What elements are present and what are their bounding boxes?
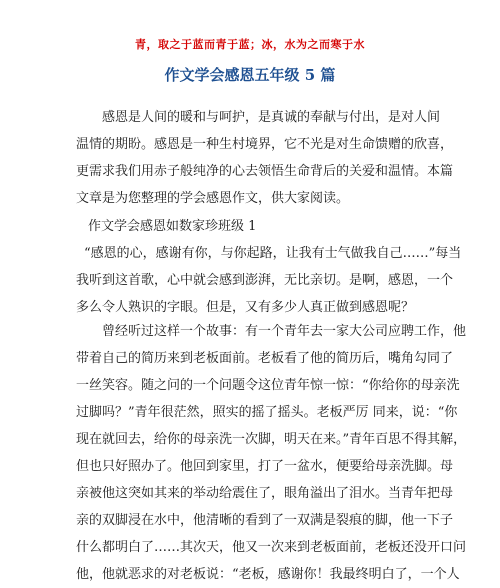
text-line: 我听到这首歌，心中就会感到澎湃，无比亲切。是啊，感恩，一个 bbox=[76, 273, 454, 288]
text-line: 什么都明白了……其次天，他又一次来到老板面前，老板还没开口问 bbox=[76, 540, 467, 555]
text-line: 温情的期盼。感恩是一种生村境界，它不光是对生命馈赠的欣喜， bbox=[76, 137, 454, 152]
intro-paragraph bbox=[76, 104, 454, 212]
section-heading bbox=[76, 213, 416, 240]
text-line: 文章是为您整理的学会感恩作文，供大家阅读。 bbox=[76, 191, 350, 206]
text-line: 他，他就恶求的对老板说：“老板，感谢你！我最终明白了，一个人 bbox=[76, 567, 460, 582]
text-line: 感恩是人间的暖和与呵护，是真诚的奉献与付出，是对人间 bbox=[102, 110, 441, 125]
text-line: 一丝笑容。随之问的一个问题令这位青年惊一惊：“你给你的母亲洗 bbox=[76, 378, 460, 393]
story-paragraph bbox=[76, 318, 467, 588]
document-title: 作文学会感恩五年级 5 篇 bbox=[164, 66, 336, 84]
section-title: 作文学会感恩如数家珍班级 1 bbox=[88, 219, 257, 234]
text-line: 更需求我们用赤子般纯净的心去领悟生命背后的关爱和温情。本篇 bbox=[76, 164, 454, 179]
text-line: 亲被他这突如其来的举动给震住了，眼角溢出了泪水。当青年把母 bbox=[76, 486, 454, 501]
header-motto: 青，取之于蓝而青于蓝；冰，水为之而寒于水 bbox=[135, 38, 365, 51]
text-line: 现在就回去，给你的母亲洗一次脚，明天在来。”青年百思不得其解， bbox=[76, 432, 467, 447]
text-line: 带着自己的简历来到老板面前。老板看了他的简历后，嘴角勾同了 bbox=[76, 351, 454, 366]
text-line: 亲的双脚浸在水中，他清晰的看到了一双满是裂痕的脚，他一下子 bbox=[76, 513, 454, 528]
text-line: 但也只好照办了。他回到家里，打了一盆水，便要给母亲洗脚。母 bbox=[76, 459, 454, 474]
text-line: 曾经听过这样一个故事：有一个青年去一家大公司应聘工作，他 bbox=[102, 324, 467, 339]
quote-paragraph bbox=[76, 240, 462, 321]
text-line: 过脚吗？”青年很茫然，照实的摇了摇头。老板严厉 同来，说：“你 bbox=[76, 405, 458, 420]
text-line: 多么令人熟识的字眼。但是，又有多少人真正做到感恩呢？ bbox=[76, 300, 415, 315]
text-line: “感恩的心，感谢有你，与你起路，让我有士气做我自己……”每当 bbox=[84, 246, 462, 261]
